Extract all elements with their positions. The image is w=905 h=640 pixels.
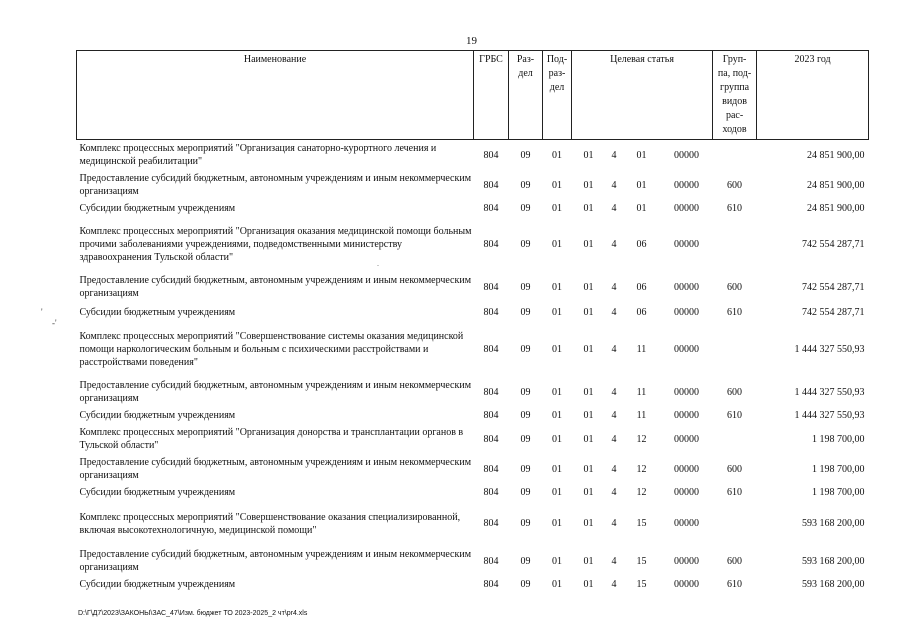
table-row [77, 576, 869, 593]
budget-table [76, 50, 869, 593]
row-razdel: 09 [520, 306, 531, 318]
row-target-direction: 00000 [674, 487, 700, 498]
row-amount: 742 554 287,71 [802, 239, 865, 250]
row-name: Субсидии бюджетным учреждениям [79, 410, 236, 421]
row-amount: 1 198 700,00 [812, 463, 865, 475]
row-target-direction: 00000 [674, 239, 700, 250]
row-target-complex: 06 [636, 281, 647, 293]
row-target-complex: 12 [636, 487, 647, 498]
row-target-program: 01 [583, 433, 594, 445]
table-row [77, 484, 869, 501]
row-target-type: 4 [611, 306, 617, 318]
row-name: Субсидии бюджетным учреждениям [79, 579, 236, 590]
row-grbs: 804 [483, 281, 499, 293]
row-expense-group: 600 [727, 555, 743, 567]
row-grbs: 804 [483, 149, 499, 161]
row-target-program: 01 [583, 203, 594, 214]
row-podrazdel: 01 [552, 579, 562, 590]
row-expense-group: 600 [727, 463, 743, 475]
row-target-type: 4 [611, 344, 617, 355]
row-target-program: 01 [583, 487, 594, 498]
row-expense-group: 610 [727, 306, 743, 318]
table-row [77, 272, 869, 302]
table-row [77, 454, 869, 484]
row-target-direction: 00000 [674, 306, 700, 318]
row-name: Субсидии бюджетным учреждениям [79, 203, 236, 214]
row-grbs: 804 [483, 463, 499, 475]
row-amount: 1 444 327 550,93 [794, 344, 865, 355]
header-podrazdel: Под- раз- дел [543, 51, 572, 140]
row-target-complex: 15 [636, 555, 647, 567]
row-target-type: 4 [611, 463, 617, 475]
row-name: Предоставление субсидий бюджетным, автономным учреждениям и иным некоммерческим организациям [79, 275, 472, 299]
row-target-direction: 00000 [674, 179, 700, 191]
row-amount: 24 851 900,00 [807, 149, 865, 161]
row-podrazdel: 01 [552, 239, 562, 250]
table-row [77, 407, 869, 424]
row-target-type: 4 [611, 386, 617, 398]
row-target-type: 4 [611, 555, 617, 567]
row-grbs: 804 [483, 579, 499, 590]
row-target-direction: 00000 [674, 344, 700, 355]
scan-mark: ' [41, 307, 43, 317]
row-grbs: 804 [483, 306, 499, 318]
header-grbs: ГРБС [474, 51, 509, 140]
row-podrazdel: 01 [552, 281, 562, 293]
row-target-complex: 01 [636, 203, 647, 214]
row-razdel: 09 [520, 518, 531, 529]
row-target-complex: 11 [636, 410, 647, 421]
row-target-direction: 00000 [674, 579, 700, 590]
row-amount: 742 554 287,71 [802, 306, 865, 318]
row-target-direction: 00000 [674, 203, 700, 214]
row-name: Предоставление субсидий бюджетным, автономным учреждениям и иным некоммерческим организациям [79, 457, 472, 481]
row-name: Предоставление субсидий бюджетным, автономным учреждениям и иным некоммерческим организациям [79, 173, 472, 197]
row-grbs: 804 [483, 179, 499, 191]
row-target-direction: 00000 [674, 281, 700, 293]
row-podrazdel: 01 [552, 306, 562, 318]
row-target-direction: 00000 [674, 149, 700, 161]
row-razdel: 09 [520, 433, 531, 445]
row-target-complex: 01 [636, 149, 647, 161]
row-target-direction: 00000 [674, 463, 700, 475]
row-target-type: 4 [611, 179, 617, 191]
row-razdel: 09 [520, 410, 531, 421]
row-target-program: 01 [583, 306, 594, 318]
row-expense-group: 610 [727, 579, 743, 590]
row-target-complex: 06 [636, 306, 647, 318]
row-razdel: 09 [520, 386, 531, 398]
row-podrazdel: 01 [552, 149, 562, 161]
row-amount: 1 444 327 550,93 [794, 410, 865, 421]
row-target-program: 01 [583, 149, 594, 161]
page-number: 19 [466, 35, 477, 47]
row-name: Субсидии бюджетным учреждениям [79, 487, 236, 498]
header-name: Наименование [77, 51, 474, 140]
scan-mark: -' [52, 318, 57, 328]
row-target-complex: 11 [636, 344, 647, 355]
row-expense-group: 610 [727, 203, 743, 214]
row-grbs: 804 [483, 410, 499, 421]
row-razdel: 09 [520, 179, 531, 191]
row-razdel: 09 [520, 203, 531, 214]
row-podrazdel: 01 [552, 555, 562, 567]
row-target-type: 4 [611, 203, 617, 214]
row-name: Комплекс процессных мероприятий "Совершенствование системы оказания медицинской помощи наркологическим больным и больным с психическими расстройствами и расстройствами поведения" [79, 331, 464, 368]
row-expense-group: 600 [727, 281, 743, 293]
row-target-complex: 12 [636, 433, 647, 445]
table-row [77, 140, 869, 171]
row-target-type: 4 [611, 579, 617, 590]
row-target-direction: 00000 [674, 433, 700, 445]
row-target-program: 01 [583, 239, 594, 250]
row-grbs: 804 [483, 203, 499, 214]
row-podrazdel: 01 [552, 179, 562, 191]
budget-table-sheet [76, 50, 868, 593]
row-grbs: 804 [483, 518, 499, 529]
row-grbs: 804 [483, 344, 499, 355]
row-grbs: 804 [483, 555, 499, 567]
row-target-direction: 00000 [674, 555, 700, 567]
table-row [77, 377, 869, 407]
row-target-program: 01 [583, 579, 594, 590]
row-amount: 593 168 200,00 [802, 579, 865, 590]
row-target-program: 01 [583, 518, 594, 529]
scan-mark: . [377, 259, 379, 268]
row-target-direction: 00000 [674, 518, 700, 529]
row-target-complex: 15 [636, 518, 647, 529]
table-row [77, 302, 869, 322]
row-expense-group [713, 217, 757, 272]
row-name: Комплекс процессных мероприятий "Совершенствование оказания специализированной, включая высокотехнологичную, медицинской помощи" [79, 511, 461, 536]
table-row [77, 200, 869, 217]
row-podrazdel: 01 [552, 386, 562, 398]
row-target-program: 01 [583, 281, 594, 293]
row-grbs: 804 [483, 386, 499, 398]
table-row [77, 546, 869, 576]
row-amount: 1 198 700,00 [812, 487, 865, 498]
row-name: Предоставление субсидий бюджетным, автономным учреждениям и иным некоммерческим организациям [79, 549, 472, 573]
row-target-program: 01 [583, 386, 594, 398]
row-target-type: 4 [611, 518, 617, 529]
header-target: Целевая статья [572, 51, 713, 140]
row-expense-group: 600 [727, 179, 743, 191]
row-name: Предоставление субсидий бюджетным, автономным учреждениям и иным некоммерческим организациям [79, 380, 472, 404]
row-expense-group [713, 501, 757, 546]
row-podrazdel: 01 [552, 344, 562, 355]
table-row [77, 217, 869, 272]
row-name: Комплекс процессных мероприятий "Организация санаторно-курортного лечения и медицинской реабилитации" [79, 143, 437, 167]
row-target-complex: 06 [636, 239, 647, 250]
table-body [77, 140, 869, 594]
row-target-program: 01 [583, 463, 594, 475]
row-grbs: 804 [483, 487, 499, 498]
header-year: 2023 год [757, 51, 869, 140]
header-group: Груп- па, под- группа видов рас- ходов [713, 51, 757, 140]
row-name: Комплекс процессных мероприятий "Организация донорства и трансплантации органов в Тульской области" [79, 427, 464, 451]
table-row [77, 170, 869, 200]
row-target-program: 01 [583, 410, 594, 421]
row-target-complex: 01 [636, 179, 647, 191]
row-razdel: 09 [520, 579, 531, 590]
row-target-direction: 00000 [674, 410, 700, 421]
row-target-type: 4 [611, 487, 617, 498]
table-row [77, 322, 869, 377]
row-podrazdel: 01 [552, 433, 562, 445]
row-amount: 593 168 200,00 [802, 518, 865, 529]
row-target-type: 4 [611, 149, 617, 161]
row-podrazdel: 01 [552, 518, 562, 529]
row-target-program: 01 [583, 179, 594, 191]
row-target-program: 01 [583, 555, 594, 567]
row-expense-group: 610 [727, 410, 743, 421]
row-razdel: 09 [520, 344, 531, 355]
row-amount: 1 444 327 550,93 [794, 386, 865, 398]
row-target-complex: 11 [636, 386, 647, 398]
row-expense-group: 610 [727, 487, 743, 498]
row-expense-group [713, 322, 757, 377]
row-expense-group [713, 424, 757, 454]
row-podrazdel: 01 [552, 203, 562, 214]
row-razdel: 09 [520, 487, 531, 498]
row-grbs: 804 [483, 433, 499, 445]
row-razdel: 09 [520, 239, 531, 250]
row-target-type: 4 [611, 433, 617, 445]
row-podrazdel: 01 [552, 410, 562, 421]
row-target-program: 01 [583, 344, 594, 355]
row-target-complex: 15 [636, 579, 647, 590]
table-header-row [77, 51, 869, 140]
row-podrazdel: 01 [552, 487, 562, 498]
row-target-type: 4 [611, 239, 617, 250]
row-target-complex: 12 [636, 463, 647, 475]
row-razdel: 09 [520, 555, 531, 567]
row-target-type: 4 [611, 410, 617, 421]
row-grbs: 804 [483, 239, 499, 250]
row-razdel: 09 [520, 281, 531, 293]
footer-file-path: D:\Г\Д7\2023\ЗАКОНЫ\ЗАС_47\Изм. бюджет ТО 2023-2025_2 чт\pr4.xls [78, 610, 308, 617]
row-expense-group [713, 140, 757, 171]
row-amount: 593 168 200,00 [802, 555, 865, 567]
row-amount: 742 554 287,71 [802, 281, 865, 293]
row-razdel: 09 [520, 463, 531, 475]
row-amount: 1 198 700,00 [812, 433, 865, 445]
row-razdel: 09 [520, 149, 531, 161]
table-row [77, 501, 869, 546]
row-name: Субсидии бюджетным учреждениям [79, 306, 236, 318]
row-expense-group: 600 [727, 386, 743, 398]
row-name: Комплекс процессных мероприятий "Организация оказания медицинской помощи больным прочими заболеваниями учреждениями, подведомственными министерству здравоохранения Тульской области" [79, 226, 472, 263]
table-row [77, 424, 869, 454]
row-amount: 24 851 900,00 [807, 179, 865, 191]
row-podrazdel: 01 [552, 463, 562, 475]
header-razdel: Раз- дел [509, 51, 543, 140]
row-target-direction: 00000 [674, 386, 700, 398]
row-amount: 24 851 900,00 [807, 203, 865, 214]
row-target-type: 4 [611, 281, 617, 293]
